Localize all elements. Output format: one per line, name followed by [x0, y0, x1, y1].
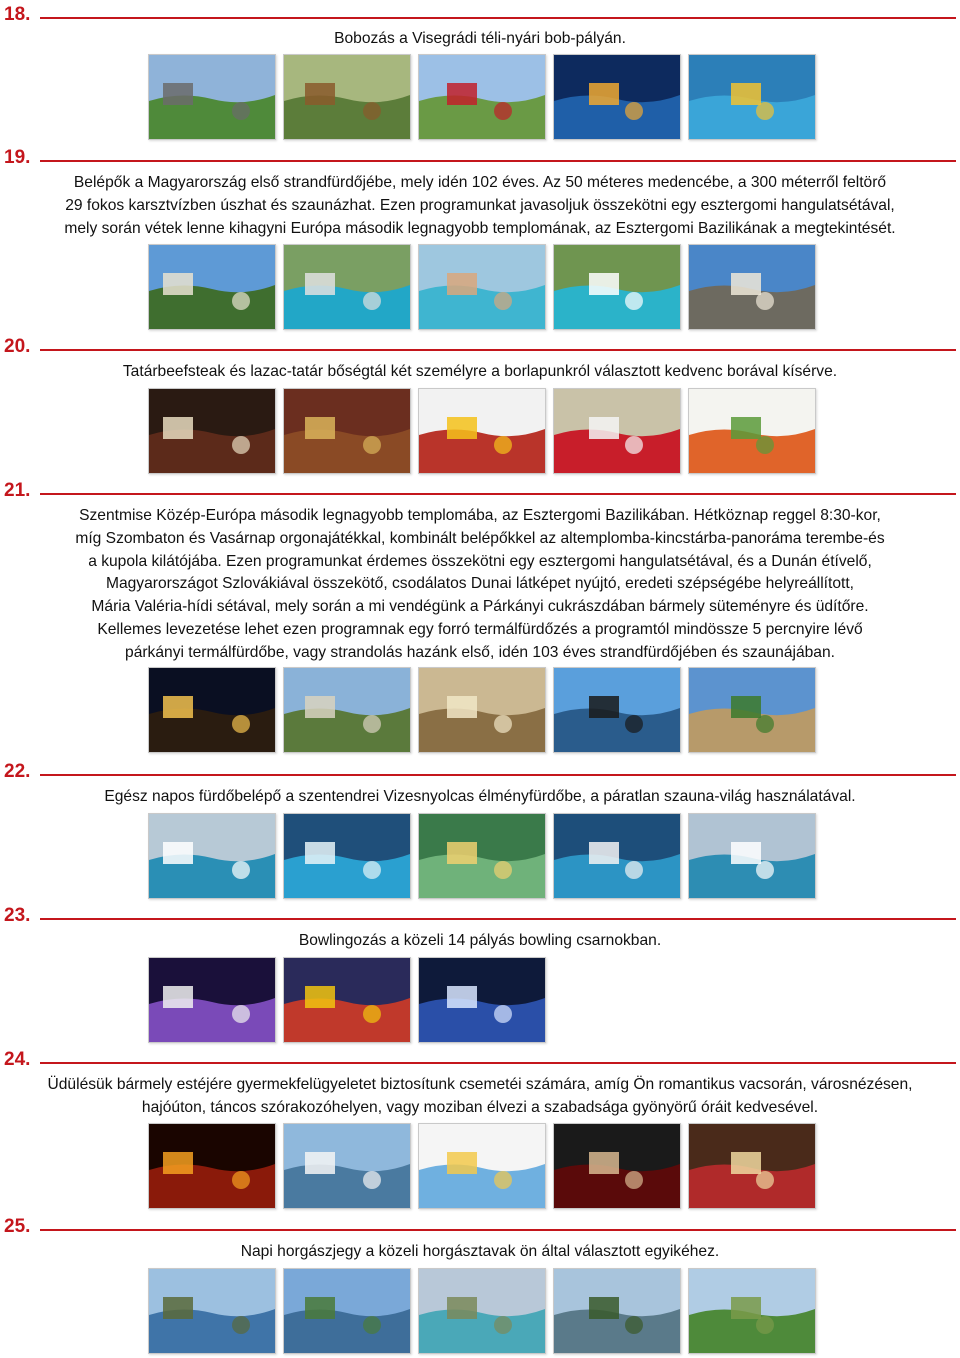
offer-description: [0, 172, 960, 240]
red-divider-line: [40, 349, 956, 351]
thermal-bath-night-photo: [553, 54, 681, 140]
night-club-photo: [148, 1123, 276, 1209]
red-divider-line: [40, 17, 956, 19]
children-drawing-photo: [418, 1123, 546, 1209]
steak-tartare-photo: [418, 388, 546, 474]
bobsled-track-photo: [148, 54, 276, 140]
basilica-interior-photo: [418, 667, 546, 753]
wine-bottles-photo: [148, 388, 276, 474]
bowling-hall-blue-photo: [418, 957, 546, 1043]
dining-room-photo: [553, 388, 681, 474]
offer-description: [0, 930, 960, 953]
indoor-pool-hall-photo: [148, 813, 276, 899]
item-number: 24.: [4, 1049, 31, 1070]
description-line: Üdülésük bármely estéjére gyermekfelügyeletet biztosítunk csemetéi számára, amíg Ön romantikus vacsorán, városnézésen,: [47, 1076, 913, 1093]
red-divider-line: [40, 1062, 956, 1064]
restaurant-terrace-photo: [688, 1123, 816, 1209]
offer-description: [0, 786, 960, 809]
description-line: párkányi termálfürdőbe, vagy strandolás hazánk első, idén 103 éves strandfürdőjében és szaunájában.: [125, 643, 835, 661]
description-line: Kellemes levezetése lehet ezen programnak egy forró termálfürdőzés a programtól mindössze 5 percnyire lévő: [97, 620, 863, 638]
description-line: hajóúton, táncos szórakozóhelyen, vagy moziban élvezi a szabadsága gyönyörű óráit kedvesével.: [141, 1098, 819, 1116]
item-number: 21.: [4, 480, 31, 501]
child-on-bobsled-photo: [418, 54, 546, 140]
item-number: 22.: [4, 761, 31, 782]
pool-hall-windows-photo: [688, 813, 816, 899]
description-line: míg Szombaton és Vasárnap orgonajátékkal, kombinált belépőkkel az altemplomba-kincstárba-panoráma terembe-és: [75, 529, 885, 547]
description-line: a kupola kilátójába. Ezen programunkat érdemes összekötni egy esztergomi hangulatsétával, és a Dunán étívelő,: [88, 552, 872, 570]
offer-description: [0, 505, 960, 665]
pool-swimmers-photo: [418, 244, 546, 330]
description-line: Bowlingozás a közeli 14 pályás bowling csarnokban.: [298, 932, 662, 949]
restaurant-interior-photo: [283, 388, 411, 474]
water-slide-photo: [418, 813, 546, 899]
danube-boat-photo: [283, 1123, 411, 1209]
red-divider-line: [40, 774, 956, 776]
quarry-lake-photo: [418, 1268, 546, 1354]
pond-with-willow-photo: [688, 1268, 816, 1354]
item-number: 19.: [4, 147, 31, 168]
lake-and-hills-photo: [283, 1268, 411, 1354]
salmon-tartare-photo: [688, 388, 816, 474]
red-divider-line: [40, 1229, 956, 1231]
basilica-at-night-photo: [148, 667, 276, 753]
indoor-lap-pool-photo: [283, 813, 411, 899]
red-divider-line: [40, 160, 956, 162]
description-line: Napi horgászjegy a közeli horgásztavak ön által választott egyikéhez.: [240, 1243, 720, 1260]
bowling-balls-photo: [283, 957, 411, 1043]
pool-lanes-photo: [553, 244, 681, 330]
offer-description: [0, 28, 960, 51]
description-line: Mária Valéria-hídi sétával, mely során a mi vendégünk a Párkányi cukrászdában bármely süteményre és üdítőre.: [91, 598, 869, 616]
description-line: Egész napos fürdőbelépő a szentendrei Vizesnyolcas élményfürdőbe, a páratlan szauna-világ használatával.: [104, 788, 856, 805]
description-line: Tatárbeefsteak és lazac-tatár bőségtál két személyre a borlapunkról választott kedvenc borával kísérve.: [122, 363, 838, 380]
bobsled-station-photo: [283, 54, 411, 140]
basilica-aerial-photo: [283, 667, 411, 753]
description-line: 29 fokos karsztvízben úszhat és szaunázhat. Ezen programunkat javasoljuk összekötni egy esztergomi hangulatsétával,: [65, 196, 895, 214]
item-number: 25.: [4, 1216, 31, 1237]
esztergom-church-photo: [688, 244, 816, 330]
item-number: 23.: [4, 905, 31, 926]
parkany-square-photo: [688, 667, 816, 753]
spa-lounge-photo: [688, 54, 816, 140]
description-line: mely során vétek lenne kihagyni Európa második legnagyobb templomának, az Esztergomi Bazilikának a megtekintését.: [64, 219, 896, 237]
fishing-lake-photo: [148, 1268, 276, 1354]
waterfall-pool-photo: [553, 813, 681, 899]
bowling-lanes-photo: [148, 957, 276, 1043]
offer-description: [0, 1241, 960, 1264]
description-line: Bobozás a Visegrádi téli-nyári bob-pályán.: [334, 30, 626, 47]
red-divider-line: [40, 493, 956, 495]
description-line: Belépők a Magyarország első strandfürdőjébe, mely idén 102 éves. Az 50 méteres medencébe, a 300 méterről feltörő: [73, 174, 887, 191]
maria-valeria-bridge-photo: [553, 667, 681, 753]
offer-description: [0, 361, 960, 384]
red-divider-line: [40, 918, 956, 920]
description-line: Magyarországot Szlovákiával összekötő, csodálatos Dunai látképet nyújtó, eredeti szépségébe helyreállított,: [105, 575, 855, 593]
outdoor-pool-photo: [283, 244, 411, 330]
cinema-audience-photo: [553, 1123, 681, 1209]
item-number: 20.: [4, 336, 31, 357]
riverbank-photo: [553, 1268, 681, 1354]
item-number: 18.: [4, 4, 31, 25]
esztergom-basilica-photo: [148, 244, 276, 330]
offer-description: [0, 1074, 960, 1120]
description-line: Szentmise Közép-Európa második legnagyobb templomába, az Esztergomi Bazilikában. Hétköznap reggel 8:30-kor,: [79, 507, 881, 524]
